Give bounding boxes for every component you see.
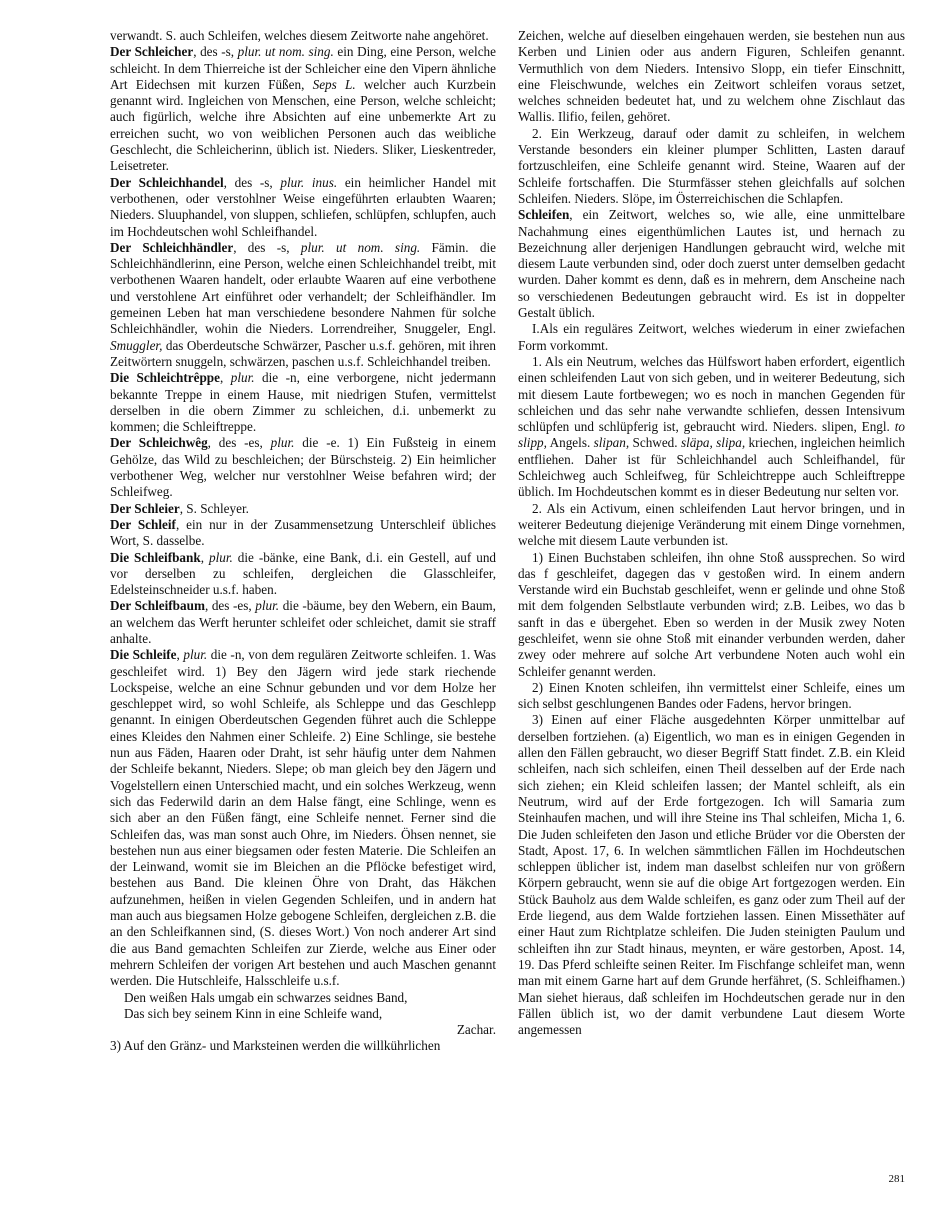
entry-schleifbank [110, 550, 496, 599]
entry-schleifen [518, 207, 905, 321]
grammar-note: plur. ut nom. sing. [237, 44, 334, 60]
paragraph-text: kriechen, ingleichen heimlich entfliehen. Daher ist für Schleichhandel auch Schleifhandel, für Schleichweg auch Schleifweg, für Schleichtreppe auch Schleiftreppe üblich. Im Hochdeutschen kommt es in dieser Bedeutung nur selten vor. [518, 435, 905, 500]
entry-text: , des -s, [193, 44, 238, 60]
entry-text: , ein Zeitwort, welches so, wie alle, eine unmittelbare Nachahmung eines eigenthümlichen Lautes ist, und hernach zu Bezeichnung aller derjenigen Handlungen gebraucht wird, welche mit diesem Laute verbunden sind, oder doch zuerst unter demselben gedacht wurden. Daher kommt es denn, daß es in mehrern, dem Anscheine nach so verschiedenen Bedeutungen gebraucht wird. Es ist in doppelter Gestalt üblich. [518, 207, 905, 321]
entry-schleif [110, 517, 496, 550]
entry-text: die -n, von dem regulären Zeitworte schleifen. 1. Was geschleifet wird. 1) Bey den Jägern wird jede stark riechende Lockspeise, welche an eine Schnur gebunden und vor dem Holze her geschleppet wird, so wohl Schleife, als Schleppe und das Geschlepp genannt. In einigen Oberdeutschen Gegenden führet auch die Schleppe eines Kleides den Nahmen einer Schleife. 2) Eine Schlinge, sie bestehe nun aus Fäden, Haaren oder Draht, ist sehr häufig unter dem Nahmen der Schleife bekannt, Nieders. Slepe; ob man gleich bey den Jägern und Vogelstellern einen Unterschied macht, und ein solches Werkzeug, wenn sich das Federwild darin an dem Halse fängt, eine Schlinge, wenn es sich aber an den Füßen fängt, eine Schleife nennet. Ferner sind die Schleifen das, was man sonst auch Ohre, im Nieders. Öhsen nennet, sie bestehen nun aus einer biegsamen oder festen Materie. Die Schleifen an der Leinwand, womit sie im Bleichen an die Pflöcke befestiget wird, bestehen aus Band. Die kleinen Öhre von Draht, das Häkchen aufzunehmen, heißen in vielen Gegenden Schleifen, und in andern hat man auch aus biegsamen Holze gebogene Schleifen, dergleichen z.B. die an den Schleifkannen sind, (S. dieses Wort.) Von noch anderer Art sind die aus Band gemachten Schleifen zur Zierde, welche aus Einer oder mehrern Schleifen der vorigen Art bestehen und auch Maschen genannt werden. Die Hutschleife, Halsschleife u.s.f. [110, 647, 496, 989]
grammar-note: plur. [270, 435, 295, 451]
grammar-note: plur. ut nom. sing. [300, 239, 421, 255]
entry-headword: Schleifen [518, 207, 570, 223]
entry-text: die -e. 1) Ein Fußsteig in einem Gehölze, das Wild zu beschleichen; der Bürschsteig. 2) Ein heimlicher verbothener Weg, welcher nur verstohlner Weise befahren wird; der Schleifweg. [110, 435, 497, 500]
paragraph [518, 354, 905, 501]
entry-schleicher [110, 44, 496, 174]
paragraph-text: verwandt. S. auch Schleifen, welches diesem Zeitworte nahe angehöret. [110, 28, 489, 43]
right-column [518, 28, 905, 1038]
entry-schleichweg [110, 435, 496, 500]
entry-headword: Der Schleichhandel [110, 174, 224, 190]
entry-text: die -bäume, bey den Webern, ein Baum, an welchem das Werft herunter schleifet oder schleichet, damit sie straff anhalte. [110, 598, 496, 646]
latin-term: Seps L. [312, 76, 356, 92]
entry-text: , des -s, [233, 239, 301, 255]
entry-text: das Oberdeutsche Schwärzer, Pascher u.s.f. gehören, mit ihren Zeitwörtern snuggeln, schwärzen, paschen u.s.f. Schleichhandel treiben. [110, 337, 496, 369]
page-number: 281 [888, 1173, 905, 1185]
grammar-note: plur. [183, 647, 208, 663]
entry-text: , des -es, [204, 598, 256, 614]
entry-headword: Die Schleifbank [110, 549, 201, 565]
paragraph [110, 28, 496, 44]
entry-text: , [220, 370, 231, 386]
grammar-note: plur. [230, 370, 255, 386]
entry-headword: Der Schleifbaum [110, 598, 205, 614]
entry-headword: Die Schleife [110, 647, 177, 663]
paragraph: 1) Einen Buchstaben schleifen, ihn ohne Stoß aussprechen. So wird das f geschleifet, dagegen das v gestoßen wird. In einem andern Verstande wird ein Buchstab geschleifet, wenn er gelinde und ohne Stoß mit dem folgenden Selbstlaute verbunden wird; z.B. Leibes, wo das b sanft in das e übergehet. Eben so werden in der Musik zwey Noten geschleifet, wenn sie ohne Stoß mit einander verbunden werden, daher zwey oder mehrere auf solche Art verbundene Noten auch wohl ein Schleifer genannt werden. [518, 549, 905, 679]
paragraph-text: Angels. [546, 435, 594, 451]
entry-headword: Der Schleier [110, 500, 180, 516]
anglosaxon-term: slipan, [593, 435, 630, 451]
entry-schleichtreppe [110, 370, 496, 435]
paragraph: 2. Als ein Activum, einen schleifenden Laut hervor bringen, und in weiterer Bedeutung diejenige Veränderung mit einem Dinge vornehmen, welche mit diesem Laute verbunden ist. [518, 500, 905, 549]
entry-text: , S. Schleyer. [179, 500, 249, 516]
english-term: Smuggler, [110, 337, 163, 353]
entry-headword: Der Schleichwêg [110, 435, 208, 451]
entry-schleife [110, 647, 496, 989]
entry-text: , des -s, [223, 174, 281, 190]
entry-headword: Der Schleif [110, 516, 176, 532]
paragraph: 3) Auf den Gränz- und Marksteinen werden die willkührlichen [110, 1038, 441, 1054]
entry-schleichhandel [110, 175, 496, 240]
entry-schleichhaendler [110, 240, 496, 370]
paragraph-text: 1. Als ein Neutrum, welches das Hülfswort haben erfordert, eigentlich einen schleifenden Laut von sich geben, und in weiterer Bedeutung, sich mit diesem Laute fortbewegen; wo es noch in manchen Gegenden für schleichen und das sehr nahe verwandte schliefen, dessen Intensivum schlüpfen und schlüpferig ist, gebraucht wird. Nieders. slipen, Engl. [518, 353, 905, 435]
paragraph: 2) Einen Knoten schleifen, ihn vermittelst einer Schleife, eines um sich selbst geschlungenen Bandes oder Fadens, hervor bringen. [518, 679, 905, 712]
left-column [110, 28, 496, 1055]
entry-text: die -n, eine verborgene, nicht jedermann bekannte Treppe in einem Hause, mit niedrigen Stufen, vermittelst derselben in die obern Zimmer zu schleichen, d.i. unbemerkt zu kommen; die Schleiftreppe. [110, 370, 496, 435]
entry-headword: Der Schleicher [110, 44, 194, 60]
entry-headword: Der Schleichhändler [110, 239, 234, 255]
entry-text: Fämin. die Schleichhändlerinn, eine Person, welche einen Schleichhandel treibt, mit verbothenen Waaren handelt, oder erlaubte Waaren auf eine verbothene und verstohlene Art einführet oder verhandelt; der Schleifhändler. Im gemeinen Leben hat man verschiedene besondere Nahmen für solche Schleichhändler, wohin die Nieders. Lorrendreiher, Snuggeler, Engl. [110, 239, 496, 337]
english-term: to slipp, [518, 419, 905, 451]
entry-text: ein heimlicher Handel mit verbothenen, oder verstohlner Weise eingeführten erlaubten Waaren; Nieders. Sluuphandel, von sluppen, schliefen, schlüpfen, schlupfen, auch im Hochdeutschen wohl Schleifhandel. [110, 174, 496, 239]
entry-text: , des -es, [207, 435, 271, 451]
paragraph: 3) Einen auf einer Fläche ausgedehnten Körper unmittelbar auf derselben fortziehen. (a) Eigentlich, wo man es in einigen Gegenden in allen den Fällen gebraucht, wo dieser Begriff Statt findet. Z.B. ein Kleid schleifen, nach sich schleifen, einen Theil desselben auf der Erde nach sich ziehen; ein Kleid schleifen lassen; der Mantel schleift, als ein Neutrum, wird auf der Erde fortgezogen. Ich will Samaria zum Steinhaufen machen, und will ihre Steine ins Thal schleifen, Micha 1, 6. Die Juden schleifeten den Jason und etliche Brüder vor die Obersten der Stadt, Apost. 17, 6. In welchen sämmtlichen Fällen im Hochdeutschen schleppen üblicher ist, indem man daselbst schleifen nur von größern Körpern gebraucht, wenn sie auf die obige Art fortgezogen werden. Ein Stück Bauholz aus dem Walde schleifen, es ganz oder zum Theil auf der Erde liegend, aus dem Walde fortziehen lassen. Einen Missethäter auf einer Haut zum Richtplatze schleifen. Die Juden steinigten Paulum und schleiften ihn zur Stadt hinaus, meynten, er wäre gestorben, Apost. 14, 19. Das Pferd schleifte seinen Reiter. Im Fischfange schleifet man, wenn man mit einem Garne hart auf dem Grunde herfähret, (S. Schleifhamen.) Man siehet hieraus, daß schleifen im Hochdeutschen gerade nur in den Fällen üblich ist, wo der damit verbundene Laut diesem Worte angemessen [518, 712, 905, 1038]
entry-text: , [200, 549, 209, 565]
paragraph: I.Als ein reguläres Zeitwort, welches wiederum in einer zwiefachen Form vorkommt. [518, 321, 905, 353]
swedish-term: släpa, slipa, [680, 435, 746, 451]
grammar-note: plur. [255, 598, 280, 614]
entry-text: , [176, 647, 184, 663]
paragraph: Zeichen, welche auf dieselben eingehauen werden, sie bestehen nun aus Kerben und Linien oder aus andern Figuren, Schleifen genannt. Vermuthlich von dem Nieders. Intensivo Slopp, ein tiefer Einschnitt, eine Fleischwunde, welches ein Zeitwort schleifen voraus setzet, welches schneiden bedeutet hat, und zu welchem ohne Zischlaut das Wallis. Ilifio, feilen, gehöret. [518, 28, 905, 125]
entry-schleier [110, 501, 496, 517]
entry-headword: Die Schleichtrêppe [110, 370, 220, 386]
entry-schleifbaum [110, 598, 496, 647]
grammar-note: plur. inus. [280, 174, 338, 190]
entry-text: die -bänke, eine Bank, d.i. ein Gestell, auf und vor derselben zu schleifen, dergleichen die Glasschleifer, Edelsteinschneider u.s.f. haben. [110, 549, 497, 598]
quote-attribution: Zachar. [456, 1022, 496, 1038]
grammar-note: plur. [208, 549, 233, 565]
verse-line: Das sich bey seinem Kinn in eine Schleife wand, [124, 1005, 383, 1021]
paragraph: 2. Ein Werkzeug, darauf oder damit zu schleifen, in welchem Verstande besonders ein kleiner plumper Schlitten, Lasten darauf fortzuschleifen, eine Schleife genannt wird. Steine, Waaren auf der Schleife fortschaffen. Die Sturmfässer stehen gleichfalls auf solchen Schleifen. Nieders. Slöpe, im Österreichischen die Schlapfen. [518, 125, 905, 206]
paragraph-text: Schwed. [629, 435, 681, 451]
entry-text: ein Ding, eine Person, welche schleicht. In dem Thierreiche ist der Schleicher eine den Vipern ähnliche Art Eidechsen mit kurzen Füßen, [110, 44, 496, 92]
entry-text: welcher auch Kurzbein genannt wird. Ingleichen von Menschen, eine Person, welche schleicht; auch figürlich, welche ihre Absichten auf eine unbemerkte Art zu erreichen sucht, wo von weiblichen Personen auch das weibliche Geschlecht, die Schleicherinn, üblich ist. Nieders. Sliker, Lieskentreder, Leisetreter. [110, 76, 496, 174]
entry-text: , ein nur in der Zusammensetzung Unterschleif übliches Wort, S. dasselbe. [110, 516, 497, 549]
verse-line: Den weißen Hals umgab ein schwarzes seidnes Band, [124, 989, 408, 1005]
